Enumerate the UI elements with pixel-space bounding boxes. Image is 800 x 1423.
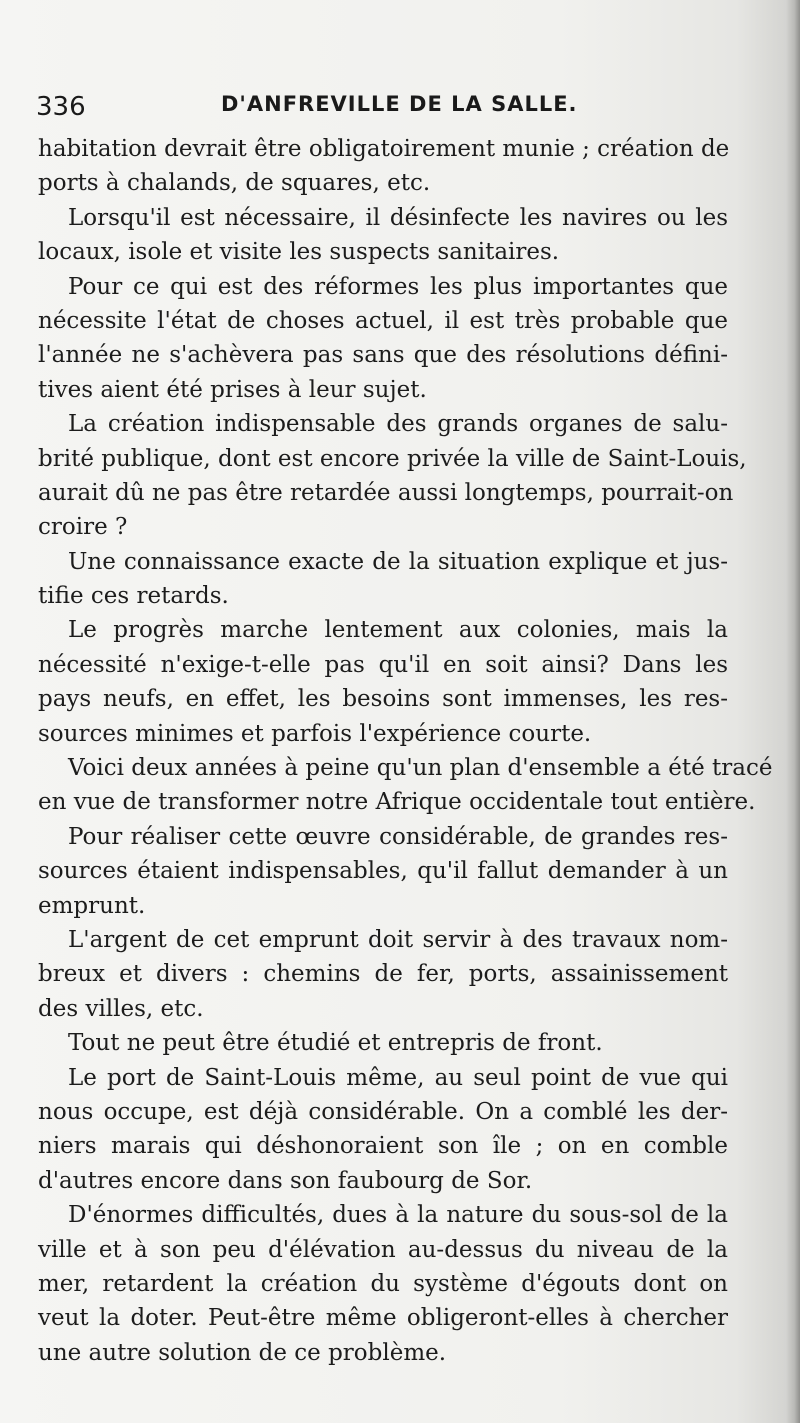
- text-line: habitation devrait être obligatoirement munie ; création de: [38, 136, 730, 162]
- text-line: Pour ce qui est des réformes les plus importantes que: [68, 273, 728, 300]
- text-line: breux et divers : chemins de fer, ports, assainissement: [38, 961, 728, 988]
- text-line: L'argent de cet emprunt doit servir à des travaux nom-: [68, 926, 728, 953]
- text-line: ports à chalands, de squares, etc.: [38, 170, 431, 197]
- text-line: sources minimes et parfois l'expérience courte.: [38, 720, 592, 747]
- text-line: veut la doter. Peut-être même obligeront-elles à chercher: [38, 1305, 728, 1332]
- text-line: Le progrès marche lentement aux colonies, mais la: [68, 617, 728, 644]
- text-line: Pour réaliser cette œuvre considérable, de grandes res-: [68, 823, 728, 850]
- text-line: Le port de Saint-Louis même, au seul point de vue qui: [68, 1064, 728, 1091]
- text-line: Voici deux années à peine qu'un plan d'ensemble a été tracé: [68, 755, 773, 782]
- text-line: une autre solution de ce problème.: [38, 1339, 447, 1366]
- text-line: tifie ces retards.: [38, 583, 229, 610]
- text-line: tives aient été prises à leur sujet.: [38, 376, 427, 403]
- text-line: nous occupe, est déjà considérable. On a comblé les der-: [38, 1098, 728, 1125]
- text-line: en vue de transformer notre Afrique occidentale tout entière.: [38, 789, 756, 816]
- body-text: [38, 132, 773, 1370]
- text-line: croire ?: [38, 514, 128, 541]
- text-line: niers marais qui déshonoraient son île ; on en comble: [38, 1133, 728, 1160]
- text-line: emprunt.: [38, 892, 146, 919]
- text-line: Tout ne peut être étudié et entrepris de front.: [68, 1030, 603, 1057]
- text-line: Une connaissance exacte de la situation explique et jus-: [68, 548, 728, 575]
- page-header: [36, 86, 736, 126]
- text-line: nécessite l'état de choses actuel, il est très probable que: [38, 307, 728, 334]
- text-line: locaux, isole et visite les suspects sanitaires.: [38, 239, 560, 266]
- text-line: Lorsqu'il est nécessaire, il désinfecte les navires ou les: [68, 204, 728, 231]
- text-line: d'autres encore dans son faubourg de Sor.: [38, 1167, 533, 1194]
- text-line: mer, retardent la création du système d'égouts dont on: [38, 1270, 728, 1297]
- page-number: 336: [36, 92, 86, 122]
- text-line: ville et à son peu d'élévation au-dessus du niveau de la: [38, 1236, 728, 1263]
- page-edge-shadow: [786, 0, 800, 1423]
- text-line: La création indispensable des grands organes de salu-: [68, 411, 728, 438]
- text-line: nécessité n'exige-t-elle pas qu'il en soit ainsi? Dans les: [38, 651, 728, 678]
- running-head: D'ANFREVILLE DE LA SALLE.: [221, 92, 578, 116]
- text-line: D'énormes difficultés, dues à la nature du sous-sol de la: [68, 1202, 728, 1229]
- text-line: l'année ne s'achèvera pas sans que des résolutions défini-: [38, 342, 728, 369]
- text-line: des villes, etc.: [38, 995, 204, 1022]
- text-line: brité publique, dont est encore privée la ville de Saint-Louis,: [38, 445, 747, 472]
- text-line: aurait dû ne pas être retardée aussi longtemps, pourrait-on: [38, 479, 734, 506]
- text-line: pays neufs, en effet, les besoins sont immenses, les res-: [38, 686, 728, 713]
- text-line: sources étaient indispensables, qu'il fallut demander à un: [38, 858, 728, 885]
